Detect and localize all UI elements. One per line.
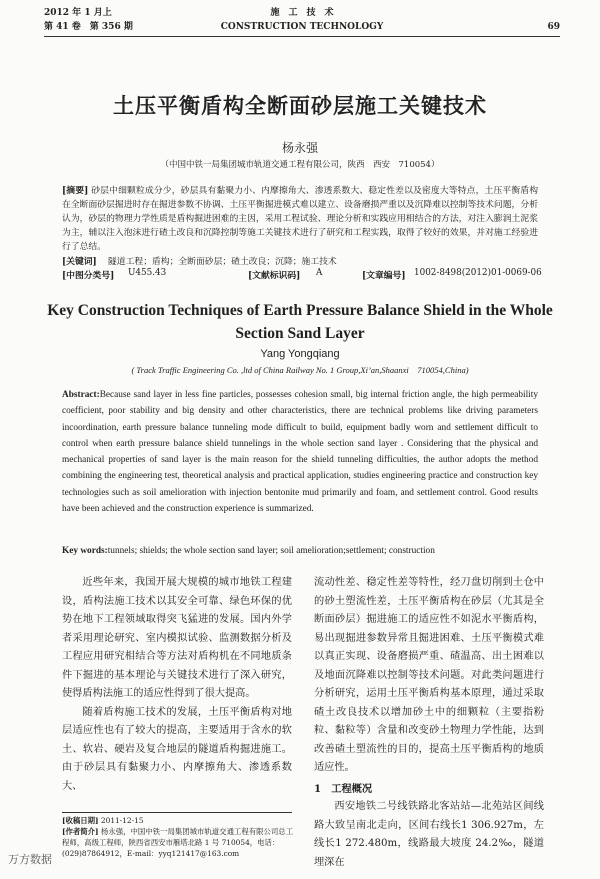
- wanfang-watermark: 万方数据: [8, 853, 52, 866]
- title-cn: 土压平衡盾构全断面砂层施工关键技术: [113, 93, 487, 118]
- clc-value: U455.43: [128, 268, 167, 278]
- author-bio: [62, 826, 294, 859]
- author-bio-label: [作者简介]: [62, 827, 99, 836]
- section-paragraph: 西安地铁二号线铁路北客站站—北苑站区间线路大致呈南北走向，区间右线长1 306.927m，左线长1 272.480m，线路最大坡度 24.2‰，隧道埋深在: [314, 801, 544, 868]
- article-no-value: 1002-8498(2012)01-0069-06: [414, 268, 542, 278]
- abstract-cn: [62, 184, 538, 254]
- abstract-en-label: Abstract:: [62, 390, 100, 400]
- title-en: Key Construction Techniques of Earth Pressure Balance Shield in the Whole Section Sand Layer: [47, 302, 553, 342]
- author-bio-text: 杨永强，中国中铁一局集团城市轨道交通工程有限公司总工程师，高级工程师，陕西省西安市雁塔北路 1 号 710054，电话：(029)87864912，E-mail：yyq121417@163.com: [62, 827, 294, 858]
- body-paragraph: 近些年来，我国开展大规模的城市地铁工程建设，盾构法施工技术以其安全可靠、绿色环保的优势在地下工程领域取得突飞猛进的发展。国内外学者采用理论研究、室内模拟试验、监测数据分析及工程应用研究相结合等方法对盾构机在不同地质条件下掘进的基本理论与关键技术进行了深入研究，使得盾构法施工的适应性得到了很大提高。: [62, 577, 292, 699]
- footnote: [62, 815, 294, 859]
- keywords-cn-text: 隧道工程；盾构；全断面砂层；碴土改良；沉降；施工技术: [108, 257, 337, 267]
- affiliation-cn: （中国中铁一局集团城市轨道交通工程有限公司，陕西 西安 710054）: [160, 160, 440, 170]
- body-paragraph: 流动性差、稳定性差等特性，经刀盘切削到土仓中的砂土塑流性差，土压平衡盾构在砂层（尤其是全断面砂层）掘进施工的适应性不如泥水平衡盾构，易出现掘进参数异常且掘进困难、土压平衡模式难以真正实现、设备磨损严重、碴温高、出土困难以及地面沉降难以控制等技术问题。对此类问题进行分析研究，运用土压平衡盾构基本原理，通过采取碴土改良技术以增加砂土中的细颗粒（主要指粉粒、黏粒等）含量和改变砂土物理力学性能，达到改善碴土塑流性的目的，提高土压平衡盾构的地质适应性。: [314, 577, 544, 773]
- abstract-cn-label: [摘要]: [62, 186, 89, 196]
- journal-name-cn: 施 工 技 术: [270, 8, 334, 18]
- journal-name-en: CONSTRUCTION TECHNOLOGY: [220, 22, 384, 32]
- affiliation-en: ( Track Traffic Engineering Co. ,ltd of China Railway No. 1 Group,Xi’an,Shaanxi 710054,China): [131, 365, 469, 375]
- body-paragraph: 随着盾构施工技术的发展，土压平衡盾构对地层适应性也有了较大的提高，主要适用于含水的软土、软岩、硬岩及复合地层的隧道盾构掘进施工。由于砂层具有黏聚力小、内摩擦角大、渗透系数大、: [62, 706, 292, 792]
- received-date: [62, 815, 294, 826]
- body-column-left: [62, 574, 292, 796]
- received-label: [收稿日期]: [62, 816, 99, 825]
- page-number: 69: [547, 22, 560, 32]
- author-en: Yang Yongqiang: [260, 348, 340, 360]
- keywords-en-text: tunnels; shields; the whole section sand layer; soil amelioration;settlement; construction: [107, 546, 435, 556]
- header-rule: [44, 36, 560, 37]
- abstract-en-text: Because sand layer in less fine particles, possesses cohesion small, big internal friction angle, the high permeability coefficient, poor stability and big density and other characteristics, there are technical problems like driving parameters incoordination, earth pressure balance tunneling mode difficult to build, equipment badly worn and settlement difficult to control when earth pressure balance shield tunnelings in the whole section sand layer . Considering that the physical and mechanical properties of sand layer is the main reason for the shield tunneling difficulties, the author adopts the method combining the engineering test, theoretical analysis and practical application, studies engineering practice and construction key technologies such as soil amelioration with injection bentonite mud primarily and foam, and settlement control. Good results have been achieved and the construction experience is summarized.: [62, 390, 538, 515]
- abstract-en: [62, 387, 538, 517]
- section-heading: 1 工程概况: [314, 782, 373, 795]
- author-cn: 杨永强: [281, 141, 318, 155]
- doc-code-label: [文献标识码]: [248, 271, 301, 281]
- doc-code-value: A: [316, 268, 323, 278]
- volume-issue: 第 41 卷 第 356 期: [44, 22, 133, 32]
- article-no-label: [文章编号]: [362, 271, 406, 281]
- issue-date: 2012 年 1 月上: [44, 8, 112, 18]
- keywords-en-label: Key words:: [62, 546, 108, 556]
- abstract-cn-text: 砂层中细颗粒成分少，砂层具有黏聚力小、内摩擦角大、渗透系数大、稳定性差以及密度大等特点，土压平衡盾构在全断面砂层掘进时存在掘进参数不协调、土压平衡掘进模式难以建立、设备磨损严重以及沉降难以控制等技术问题，分析认为，砂层的物理力学性质是盾构掘进困难的主因，采用工程试验、理论分析和实践应用相结合的方法，对注入膨润土泥浆为主，辅以注入泡沫进行碴土改良和沉降控制等施工关键技术进行了研究和工程实践，取得了较好的效果，并对施工经验进行了总结。: [62, 186, 538, 252]
- clc-label: [中图分类号]: [62, 271, 115, 281]
- keywords-cn-label: [关键词]: [62, 257, 97, 267]
- footnote-rule: [62, 812, 292, 813]
- received-value: 2011-12-15: [100, 816, 144, 825]
- body-column-right: [314, 574, 544, 872]
- keywords-en: [62, 546, 538, 556]
